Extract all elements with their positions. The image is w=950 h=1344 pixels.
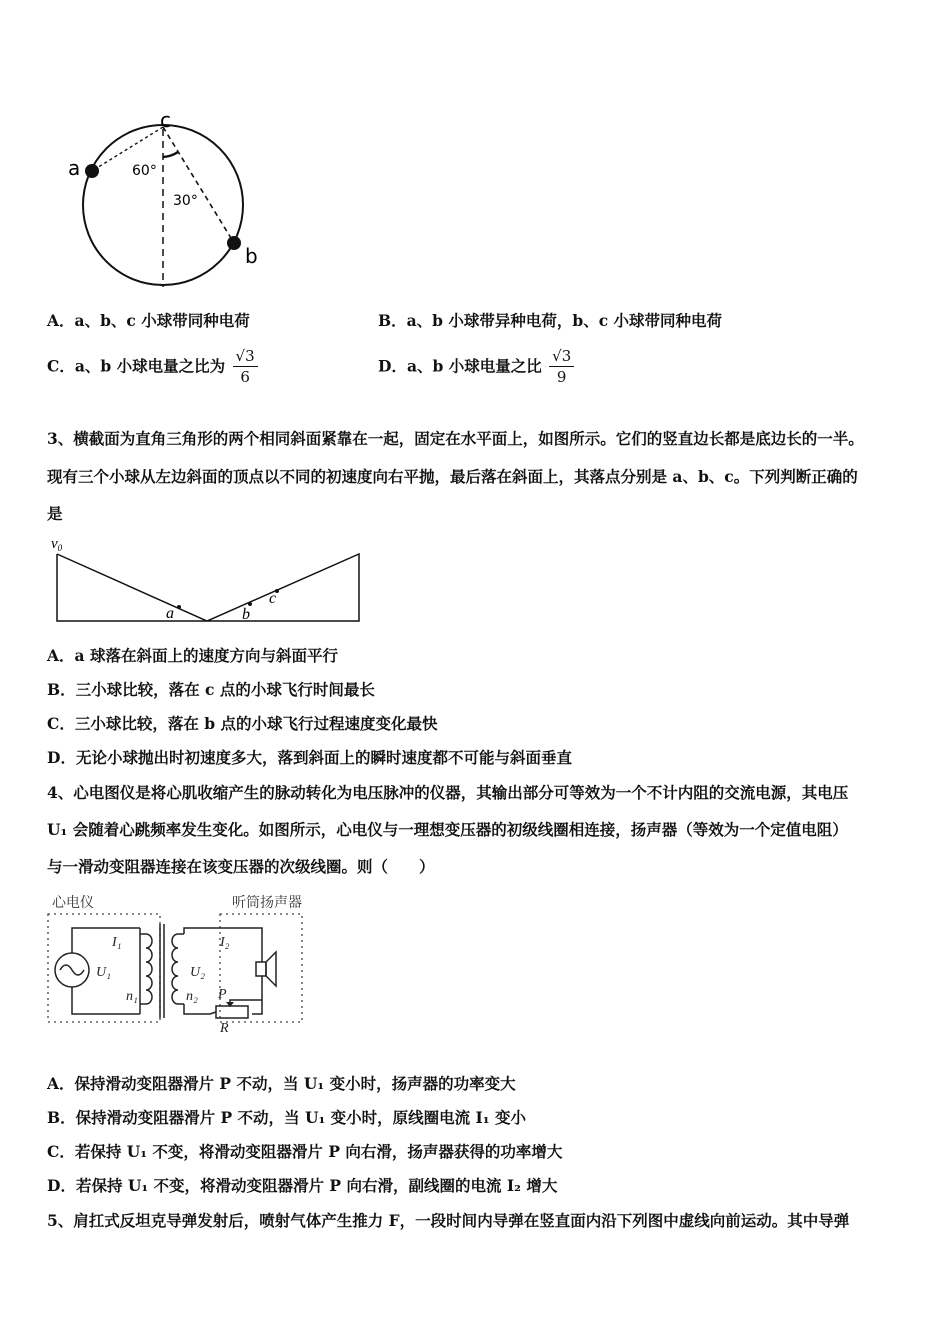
q3-option-a: A．a 球落在斜面上的速度方向与斜面平行 [47, 646, 338, 665]
angle-30-label: 30° [173, 193, 198, 209]
inclines-figure [45, 532, 370, 627]
incline-outline [57, 554, 359, 621]
secondary-wire-bottom [184, 1004, 210, 1014]
title-ecg: 心电仪 [52, 895, 94, 911]
q4-option-d: D．若保持 U₁ 不变，将滑动变阻器滑片 P 向右滑，副线圈的电流 I₂ 增大 [47, 1176, 558, 1195]
label-I1: I₁ [112, 935, 122, 950]
primary-coil [140, 934, 152, 1004]
q2-option-d [378, 346, 574, 387]
q2-option-d-fraction [549, 346, 574, 387]
q3-option-b: B．三小球比较，落在 c 点的小球飞行时间最长 [47, 680, 375, 699]
q4-option-c: C．若保持 U₁ 不变，将滑动变阻器滑片 P 向右滑，扬声器获得的功率增大 [47, 1142, 563, 1161]
q4-option-b: B．保持滑动变阻器滑片 P 不动，当 U₁ 变小时，原线圈电流 I₁ 变小 [47, 1108, 526, 1127]
speaker-icon [256, 962, 266, 976]
q3-stem-line1: 3、横截面为直角三角形的两个相同斜面紧靠在一起，固定在水平面上，如图所示。它们的竖直边长都是底边长的一半。 [47, 429, 864, 448]
q4-stem-line3: 与一滑动变阻器连接在该变压器的次级线圈。则（ ） [47, 857, 435, 876]
q2-option-c [47, 346, 258, 387]
label-R: R [220, 1021, 229, 1036]
q3-stem-line2: 现有三个小球从左边斜面的顶点以不同的初速度向右平抛，最后落在斜面上，其落点分别是 a、b、c。下列判断正确的 [47, 467, 858, 486]
label-n2: n₂ [186, 989, 198, 1004]
fraction-denominator: 6 [240, 368, 250, 386]
charges-circle-figure [60, 105, 280, 295]
q2-option-c-fraction [233, 346, 258, 387]
title-speaker: 听筒扬声器 [232, 895, 302, 911]
sine-wave-icon [60, 965, 84, 975]
q2-option-d-text: D．a、b 小球电量之比 [378, 356, 542, 376]
q3-option-d: D．无论小球抛出时初速度多大，落到斜面上的瞬时速度都不可能与斜面垂直 [47, 748, 572, 767]
speaker-return-wire [252, 976, 262, 1014]
label-n1: n₁ [126, 989, 138, 1004]
q2-option-a: A．a、b、c 小球带同种电荷 [47, 311, 250, 330]
primary-wire [72, 928, 140, 953]
angle-60-label: 60° [132, 163, 157, 179]
label-U2: U₂ [190, 965, 205, 980]
q4-stem-line2: U₁ 会随着心跳频率发生变化。如图所示，心电仪与一理想变压器的初级线圈相连接，扬声器（等效为一个定值电阻） [47, 820, 848, 839]
secondary-coil [172, 934, 184, 1004]
label-P: P [218, 987, 227, 1002]
line-c-to-b [163, 127, 234, 243]
fraction-numerator: √3 [549, 346, 574, 367]
ball-b [227, 236, 241, 250]
ball-a [85, 164, 99, 178]
label-c: c [269, 590, 277, 607]
label-U1: U₁ [96, 965, 111, 980]
label-I2: I₂ [220, 935, 230, 950]
q3-stem-line3: 是 [47, 504, 63, 523]
q4-option-a: A．保持滑动变阻器滑片 P 不动，当 U₁ 变小时，扬声器的功率变大 [47, 1074, 516, 1093]
label-b: b [245, 244, 258, 268]
label-b: b [242, 606, 250, 623]
rheostat-wire [210, 1012, 216, 1014]
label-a: a [166, 605, 174, 622]
q3-option-c: C．三小球比较，落在 b 点的小球飞行过程速度变化最快 [47, 714, 438, 733]
q2-option-c-text: C．a、b 小球电量之比为 [47, 356, 226, 376]
q4-stem-line1: 4、心电图仪是将心肌收缩产生的脉动转化为电压脉冲的仪器，其输出部分可等效为一个不计内阻的交流电源，其电压 [47, 783, 849, 802]
point-a [177, 605, 181, 609]
fraction-denominator: 9 [556, 368, 567, 386]
rheostat-resistor [216, 1006, 248, 1018]
speaker-cone-icon [266, 952, 276, 986]
label-c: c [160, 108, 171, 132]
label-a: a [68, 156, 81, 180]
label-v0: $v_0$ [51, 536, 63, 553]
q5-stem-line1: 5、肩扛式反坦克导弹发射后，喷射气体产生推力 F，一段时间内导弹在竖直面内沿下列图中虚线向前运动。其中导弹 [47, 1211, 850, 1230]
transformer-circuit-figure [40, 890, 325, 1040]
fraction-numerator: √3 [233, 346, 258, 367]
q2-option-b: B．a、b 小球带异种电荷，b、c 小球带同种电荷 [378, 311, 723, 330]
angle-arc-30 [163, 152, 178, 157]
slider-p-wire [230, 1000, 262, 1006]
